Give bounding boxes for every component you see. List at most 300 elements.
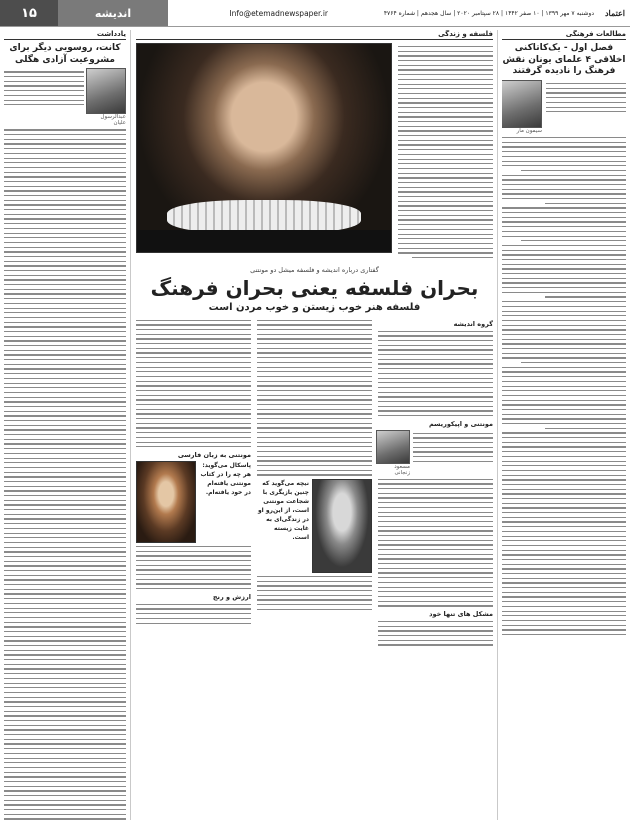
right-column-body [502, 137, 626, 635]
text-line [398, 173, 493, 174]
text-line [378, 563, 493, 564]
text-line [4, 762, 126, 763]
text-line [4, 636, 126, 637]
text-line [136, 574, 251, 575]
text-line [378, 354, 493, 355]
text-line [136, 432, 251, 433]
text-line [378, 392, 493, 393]
text-line [398, 144, 493, 145]
text-line [136, 348, 251, 349]
text-line [398, 135, 493, 136]
text-line [136, 334, 251, 335]
text-line [4, 537, 126, 538]
text-line [4, 284, 126, 285]
text-line [502, 573, 626, 574]
text-line [4, 411, 126, 412]
text-line [257, 465, 372, 466]
text-line [546, 102, 626, 103]
text-line [378, 630, 493, 631]
text-line [502, 498, 626, 499]
text-line [378, 554, 493, 555]
text-line [398, 168, 493, 169]
text-line [257, 409, 372, 410]
text-line [4, 139, 126, 140]
text-line [502, 231, 626, 232]
text-line [502, 179, 626, 180]
text-line [136, 442, 251, 443]
text-line [378, 582, 493, 583]
text-line [502, 325, 626, 326]
text-line [4, 195, 126, 196]
text-line [257, 446, 372, 447]
text-line [4, 326, 126, 327]
text-line [378, 415, 493, 416]
text-line [378, 497, 493, 498]
text-line [4, 678, 126, 679]
text-line [502, 540, 626, 541]
text-line [398, 51, 493, 52]
text-line [398, 140, 493, 141]
text-line [4, 247, 126, 248]
text-line [502, 236, 626, 237]
text-line [398, 238, 493, 239]
text-line [136, 608, 251, 609]
pascal-quote: پاسکال می‌گوید: هر چه را در کتاب مونتنی یافته‌ام در خود یافته‌ام. [200, 461, 251, 496]
text-line [257, 324, 372, 325]
text-line [412, 257, 493, 258]
text-line [502, 461, 626, 462]
right-column [502, 30, 626, 820]
text-line [257, 590, 372, 591]
text-line [4, 322, 126, 323]
text-line [257, 334, 372, 335]
text-line [4, 509, 126, 510]
section-label: اندیشه [58, 0, 168, 26]
text-line [398, 243, 493, 244]
text-line [378, 521, 493, 522]
text-line [502, 564, 626, 565]
text-line [378, 621, 493, 622]
text-line [4, 401, 126, 402]
text-line [136, 551, 251, 552]
text-line [4, 617, 126, 618]
text-line [413, 456, 493, 457]
text-line [4, 598, 126, 599]
text-line [502, 554, 626, 555]
text-line [546, 107, 626, 108]
text-line [4, 486, 126, 487]
text-line [136, 555, 251, 556]
text-line [378, 526, 493, 527]
text-line [4, 251, 126, 252]
text-line [4, 626, 126, 627]
text-line [502, 606, 626, 607]
text-line [378, 640, 493, 641]
ruff-collar [167, 200, 361, 234]
text-line [4, 711, 126, 712]
text-line [136, 437, 251, 438]
text-line [502, 507, 626, 508]
text-line [546, 92, 626, 93]
text-line [4, 100, 84, 101]
left-author-name: عبدالرسول علیان [100, 114, 126, 127]
text-line [378, 596, 493, 597]
text-line [4, 223, 126, 224]
text-line [502, 629, 626, 630]
text-line [4, 518, 126, 519]
text-line [4, 533, 126, 534]
text-line [378, 572, 493, 573]
right-author-name: سیمون مار [516, 128, 542, 135]
text-line [4, 265, 126, 266]
text-line [502, 376, 626, 377]
text-line [4, 659, 126, 660]
text-line [502, 634, 626, 635]
text-line [4, 373, 126, 374]
text-line [502, 395, 626, 396]
text-line [4, 645, 126, 646]
main-headline: بحران فلسفه یعنی بحران فرهنگ [150, 275, 479, 300]
text-line [378, 359, 493, 360]
text-line [502, 254, 626, 255]
text-line [4, 654, 126, 655]
text-line [136, 338, 251, 339]
text-line [398, 121, 493, 122]
text-line [136, 343, 251, 344]
text-line [257, 470, 372, 471]
text-line [136, 560, 251, 561]
text-line [378, 512, 493, 513]
text-line [4, 683, 126, 684]
text-line [502, 503, 626, 504]
text-line [136, 324, 251, 325]
text-line [4, 767, 126, 768]
text-line [4, 148, 126, 149]
text-line [4, 420, 126, 421]
text-line [4, 368, 126, 369]
text-line [136, 413, 251, 414]
text-line [398, 55, 493, 56]
text-line [545, 203, 626, 204]
issue-date: دوشنبه ۷ مهر ۱۳۹۹ | ۱۰ صفر ۱۴۴۲ | ۲۸ سپتامبر ۲۰۲۰ | سال هجدهم | شماره ۴۷۶۴ [383, 9, 594, 17]
text-line [413, 451, 493, 452]
text-line [4, 190, 126, 191]
text-line [398, 130, 493, 131]
text-line [257, 395, 372, 396]
text-line [4, 143, 126, 144]
text-line [4, 153, 126, 154]
text-line [4, 439, 126, 440]
sub-heading-e: ارزش و رنج [212, 592, 251, 601]
text-line [257, 576, 372, 577]
text-line [4, 481, 126, 482]
text-line [4, 340, 126, 341]
text-line [502, 550, 626, 551]
text-line [502, 207, 626, 208]
text-line [4, 650, 126, 651]
text-line [4, 603, 126, 604]
text-line [378, 626, 493, 627]
text-line [136, 588, 251, 589]
text-line [398, 229, 493, 230]
text-line [398, 88, 493, 89]
text-line [502, 479, 626, 480]
email-address[interactable]: Info@etemadnewspaper.ir [229, 8, 328, 18]
text-line [502, 423, 626, 424]
text-line [502, 414, 626, 415]
text-line [4, 214, 126, 215]
text-line [257, 320, 372, 321]
text-line [4, 303, 126, 304]
text-line [136, 352, 251, 353]
text-line [4, 584, 126, 585]
text-line [378, 516, 493, 517]
text-line [136, 390, 251, 391]
text-line [502, 184, 626, 185]
text-line [502, 409, 626, 410]
text-line [502, 137, 626, 138]
text-line [4, 692, 126, 693]
text-line [136, 367, 251, 368]
text-line [378, 373, 493, 374]
text-line [546, 111, 626, 112]
text-line [4, 317, 126, 318]
text-line [502, 418, 626, 419]
text-line [4, 448, 126, 449]
text-line [136, 623, 251, 624]
text-line [502, 475, 626, 476]
text-line [4, 218, 126, 219]
text-line [136, 418, 251, 419]
pascal-portrait [136, 461, 196, 543]
text-line [398, 107, 493, 108]
montaigne-portrait [136, 43, 392, 253]
text-line [413, 461, 493, 462]
text-line [398, 196, 493, 197]
text-line [398, 102, 493, 103]
text-line [502, 521, 626, 522]
text-line [4, 336, 126, 337]
text-line [257, 338, 372, 339]
text-line [257, 604, 372, 605]
text-line [4, 668, 126, 669]
text-line [4, 458, 126, 459]
text-line [257, 609, 372, 610]
text-line [136, 613, 251, 614]
text-line [4, 345, 126, 346]
text-line [4, 814, 126, 815]
text-line [378, 479, 493, 480]
text-line [502, 611, 626, 612]
text-line [257, 599, 372, 600]
text-line [4, 167, 126, 168]
text-line [502, 386, 626, 387]
text-line [4, 453, 126, 454]
text-line [502, 250, 626, 251]
left-column-body [4, 129, 126, 820]
text-line [4, 790, 126, 791]
text-line [502, 531, 626, 532]
text-line [378, 530, 493, 531]
text-line [378, 387, 493, 388]
text-line [257, 427, 372, 428]
text-line [4, 570, 126, 571]
right-column-headline: فصل اول - یک‌کاتاکنی اخلاقی ۴ علمای یونان نقش فرهنگ را نادیده گرفتند [502, 43, 626, 77]
text-line [502, 559, 626, 560]
text-line [136, 423, 251, 424]
text-line [398, 74, 493, 75]
text-line [136, 604, 251, 605]
text-line [502, 357, 626, 358]
text-line [4, 697, 126, 698]
text-line [378, 340, 493, 341]
text-line [257, 460, 372, 461]
text-line [502, 193, 626, 194]
text-line [398, 98, 493, 99]
sub-heading-b: مونتنی و اپیکوریسم [428, 419, 493, 428]
text-line [4, 593, 126, 594]
left-column [4, 30, 126, 820]
text-line [502, 400, 626, 401]
text-line [4, 387, 126, 388]
text-line [4, 500, 126, 501]
text-line [4, 275, 126, 276]
text-line [4, 162, 126, 163]
text-line [398, 84, 493, 85]
text-line [502, 301, 626, 302]
text-line [4, 158, 126, 159]
text-line [4, 561, 126, 562]
text-line [502, 526, 626, 527]
text-line [398, 112, 493, 113]
text-line [378, 410, 493, 411]
text-line [136, 579, 251, 580]
text-line [4, 233, 126, 234]
text-line [4, 776, 126, 777]
text-line [378, 345, 493, 346]
text-line [521, 240, 626, 241]
text-line [4, 804, 126, 805]
nietzsche-quote: نیچه می‌گوید که چنین بازیگری با شجاعت مونتنی است، از این‌رو او در زندگی‌ای به غایت زیسته است. [257, 480, 309, 541]
text-line [502, 282, 626, 283]
text-line [398, 93, 493, 94]
right-column-tag: مطالعات فرهنگی [502, 30, 626, 40]
text-line [4, 758, 126, 759]
text-line [4, 383, 126, 384]
text-line [502, 287, 626, 288]
text-line [4, 706, 126, 707]
text-line [378, 635, 493, 636]
text-line [4, 95, 84, 96]
text-line [413, 442, 493, 443]
text-line [398, 116, 493, 117]
text-line [4, 425, 126, 426]
text-line [136, 385, 251, 386]
text-line [502, 367, 626, 368]
text-line [136, 371, 251, 372]
text-line [257, 381, 372, 382]
text-line [257, 329, 372, 330]
left-column-tag: یادداشت [4, 30, 126, 40]
text-line [257, 413, 372, 414]
text-line [502, 489, 626, 490]
text-line [398, 177, 493, 178]
text-line [257, 451, 372, 452]
text-line [4, 795, 126, 796]
text-line [257, 352, 372, 353]
text-line [398, 79, 493, 80]
text-line [502, 493, 626, 494]
text-line [4, 715, 126, 716]
text-line [257, 404, 372, 405]
newspaper-logo: اعتماد [604, 8, 626, 18]
text-line [398, 224, 493, 225]
text-line [257, 456, 372, 457]
text-line [4, 172, 126, 173]
text-line [4, 556, 126, 557]
text-line [4, 359, 126, 360]
text-line [378, 382, 493, 383]
text-line [502, 442, 626, 443]
text-line [4, 462, 126, 463]
text-line [136, 329, 251, 330]
text-line [378, 558, 493, 559]
text-line [4, 739, 126, 740]
text-line [502, 217, 626, 218]
text-line [378, 577, 493, 578]
text-line [4, 809, 126, 810]
main-col-a [398, 46, 493, 262]
text-line [502, 470, 626, 471]
text-line [502, 268, 626, 269]
text-line [378, 544, 493, 545]
text-line [257, 385, 372, 386]
text-line [398, 215, 493, 216]
text-line [4, 800, 126, 801]
text-line [502, 446, 626, 447]
text-line [4, 434, 126, 435]
text-line [502, 615, 626, 616]
text-line [502, 512, 626, 513]
text-line [4, 551, 126, 552]
text-line [502, 432, 626, 433]
text-line [257, 343, 372, 344]
text-line [502, 484, 626, 485]
text-line [378, 507, 493, 508]
text-line [502, 292, 626, 293]
text-line [502, 456, 626, 457]
text-line [502, 221, 626, 222]
text-line [257, 581, 372, 582]
text-line [136, 357, 251, 358]
text-line [546, 97, 626, 98]
text-line [398, 46, 493, 47]
text-line [502, 390, 626, 391]
text-line [4, 429, 126, 430]
text-line [502, 212, 626, 213]
text-line [378, 493, 493, 494]
text-line [4, 256, 126, 257]
text-line [4, 565, 126, 566]
text-line [4, 495, 126, 496]
text-line [4, 200, 126, 201]
text-line [502, 175, 626, 176]
text-line [502, 578, 626, 579]
text-line [502, 545, 626, 546]
text-line [398, 69, 493, 70]
text-line [398, 191, 493, 192]
text-line [4, 786, 126, 787]
